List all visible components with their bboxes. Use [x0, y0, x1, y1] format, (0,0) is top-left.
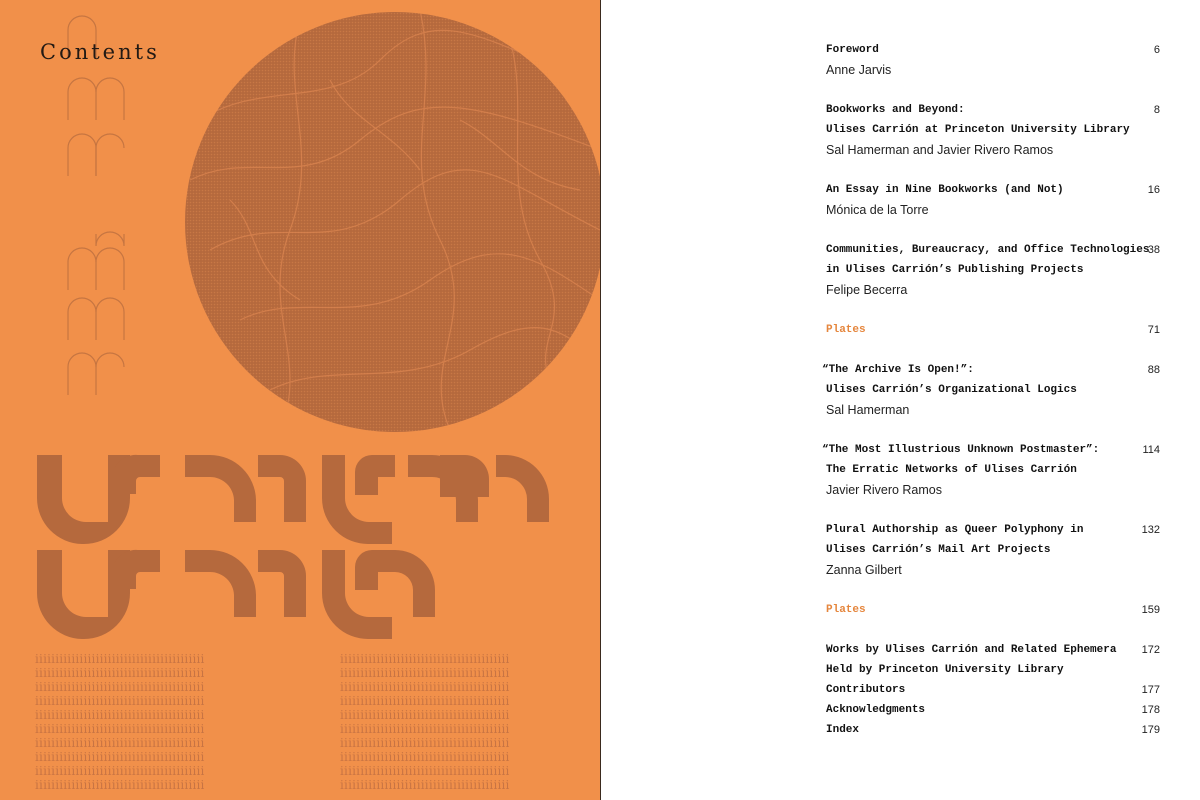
entry-page-number: 177: [1141, 684, 1160, 696]
entry-page-number: 88: [1147, 364, 1160, 376]
entry-page-number: 159: [1141, 604, 1160, 616]
arc-glyph-row-1: [37, 455, 549, 544]
toc-entry[interactable]: [826, 100, 1162, 160]
entry-author: Sal Hamerman and Javier Rivero Ramos: [826, 143, 1054, 157]
entry-page-number: 71: [1147, 324, 1160, 336]
toc-entry[interactable]: [826, 640, 1162, 680]
entry-title-line: Held by Princeton University Library: [826, 664, 1064, 676]
entry-page-number: 172: [1141, 644, 1160, 656]
toc-entry[interactable]: [826, 720, 1162, 740]
entry-title-line: “The Most Illustrious Unknown Postmaster”:: [822, 444, 1100, 456]
entry-author: Sal Hamerman: [826, 403, 910, 417]
outline-arc-marks: [68, 16, 124, 395]
entry-title-line: Works by Ulises Carrión and Related Ephemera: [826, 644, 1117, 656]
entry-author: Felipe Becerra: [826, 283, 908, 297]
entry-author: Mónica de la Torre: [826, 203, 929, 217]
entry-title-line: Contributors: [826, 684, 906, 696]
toc-entry[interactable]: [826, 520, 1162, 580]
toc-entry-plates[interactable]: [826, 320, 1162, 340]
entry-title-line: Plates: [826, 604, 866, 616]
entry-title-line: Plates: [826, 324, 866, 336]
entry-title-line: An Essay in Nine Bookworks (and Not): [826, 184, 1064, 196]
entry-title-line: Plural Authorship as Queer Polyphony in: [826, 524, 1084, 536]
entry-title-line: Ulises Carrión at Princeton University Library: [826, 124, 1130, 136]
entry-title-line: Acknowledgments: [826, 704, 926, 716]
toc-entry[interactable]: [826, 180, 1162, 220]
toc-entry[interactable]: [826, 700, 1162, 720]
entry-title-line: Foreword: [826, 44, 879, 56]
toc-entry[interactable]: [826, 240, 1162, 300]
contents-heading: Contents: [40, 40, 160, 64]
entry-title-line: Index: [826, 724, 860, 736]
entry-title-line: Ulises Carrión’s Mail Art Projects: [826, 544, 1051, 556]
entry-page-number: 16: [1147, 184, 1160, 196]
entry-page-number: 132: [1141, 524, 1160, 536]
entry-page-number: 8: [1153, 104, 1160, 116]
arc-glyph-row-2: [37, 550, 435, 639]
entry-title-line: Bookworks and Beyond:: [826, 104, 965, 116]
entry-title-line: Ulises Carrión’s Organizational Logics: [826, 384, 1077, 396]
toc-entry[interactable]: [822, 440, 1162, 500]
entry-title-line: The Erratic Networks of Ulises Carrión: [826, 464, 1077, 476]
toc-entry[interactable]: [826, 680, 1162, 700]
toc-entry[interactable]: [822, 360, 1162, 420]
engraved-globe-image: [185, 10, 600, 432]
entry-author: Zanna Gilbert: [826, 563, 902, 577]
toc-entry[interactable]: [826, 40, 1162, 80]
page-gutter-divider: [600, 0, 601, 800]
entry-title-line: “The Archive Is Open!”:: [822, 364, 974, 376]
entry-page-number: 38: [1147, 244, 1160, 256]
left-page-artwork: Contents iiiiiiiiiiiiiiiiiiiiiiiiiiiiiiiiiiiiiiiiii iiiiiiiiiiiiiiiiiiiiiiiiiiiiiiiiiiiiiiiiii iiiiiiiiiiiiiiiiiiiiiiiiiiiiiiiiiiiiiiiiii iiiiiiiiiiiiiiiiiiiiiiiiiiiiiiiiiiiiiiiiii iiiiiiiiiiiiiiiiiiiiiiiiiiiiiiiiiiiiiiiiii iiiiiiiiiiiiiiiiiiiiiiiiiiiiiiiiiiiiiiiiii iiiiiiiiiiiiiiiiiiiiiiiiiiiiiiiiiiiiiiiiii iiiiiiiiiiiiiiiiiiiiiiiiiiiiiiiiiiiiiiiiii iiiiiiiiiiiiiiiiiiiiiiiiiiiiiiiiiiiiiiiiii iiiiiiiiiiiiiiiiiiiiiiiiiiiiiiiiiiiiiiiiii iiiiiiiiiiiiiiiiiiiiiiiiiiiiiiiiiiiiiiiiii iiiiiiiiiiiiiiiiiiiiiiiiiiiiiiiiiiiiiiiiii iiiiiiiiiiiiiiiiiiiiiiiiiiiiiiiiiiiiiiiiii iiiiiiiiiiiiiiiiiiiiiiiiiiiiiiiiiiiiiiiiii iiiiiiiiiiiiiiiiiiiiiiiiiiiiiiiiiiiiiiiiii iiiiiiiiiiiiiiiiiiiiiiiiiiiiiiiiiiiiiiiiii iiiiiiiiiiiiiiiiiiiiiiiiiiiiiiiiiiiiiiiiii iiiiiiiiiiiiiiiiiiiiiiiiiiiiiiiiiiiiiiiiii iiiiiiiiiiiiiiiiiiiiiiiiiiiiiiiiiiiiiiiiii iiiiiiiiiiiiiiiiiiiiiiiiiiiiiiiiiiiiiiiiii: [0, 0, 600, 800]
entry-page-number: 6: [1153, 44, 1160, 56]
toc-entry-plates[interactable]: [826, 600, 1162, 620]
entry-title-line: Communities, Bureaucracy, and Office Technologies: [826, 244, 1150, 256]
entry-title-line: in Ulises Carrión’s Publishing Projects: [826, 264, 1084, 276]
entry-page-number: 114: [1142, 444, 1160, 456]
entry-author: Javier Rivero Ramos: [826, 483, 943, 497]
entry-page-number: 179: [1141, 724, 1160, 736]
entry-author: Anne Jarvis: [826, 63, 892, 77]
entry-page-number: 178: [1141, 704, 1160, 716]
